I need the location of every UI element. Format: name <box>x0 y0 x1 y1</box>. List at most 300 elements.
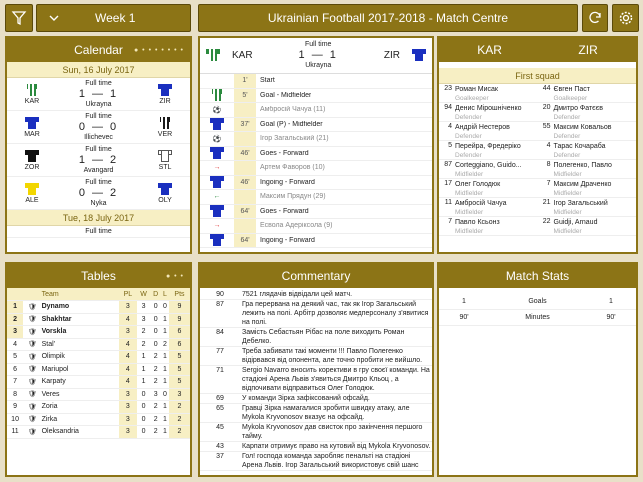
table-wins: 0 <box>137 413 151 426</box>
match-row[interactable] <box>7 144 190 177</box>
player-name: Максим Драченко <box>553 181 612 188</box>
match-info <box>51 79 146 110</box>
table-points: 2 <box>169 426 190 439</box>
home-player[interactable] <box>439 160 538 178</box>
kar-jersey-icon <box>206 48 220 62</box>
match-status: Full time <box>85 227 112 235</box>
lineup-header <box>439 38 636 62</box>
table-draws: 3 <box>150 388 160 401</box>
table-points: 2 <box>169 413 190 426</box>
table-wins: 2 <box>137 326 151 339</box>
away-player[interactable] <box>538 160 637 178</box>
player-position: Goalkeeper <box>455 95 489 102</box>
event-minute: 46' <box>234 176 256 190</box>
mar-jersey-icon <box>25 116 39 130</box>
table-losses: 1 <box>161 426 169 439</box>
event-minute: 46' <box>234 147 256 161</box>
commentary-text: 7521 глядачів відвідали цей матч. <box>242 291 353 298</box>
away-player[interactable] <box>538 103 637 121</box>
table-played: 4 <box>119 351 137 364</box>
player-row <box>439 217 636 236</box>
match-info <box>51 178 146 209</box>
away-player[interactable] <box>538 217 637 235</box>
event-icon-cell <box>200 88 234 103</box>
table-row[interactable] <box>7 426 190 439</box>
team-badge-icon: 🛡 <box>23 388 41 401</box>
table-header: W <box>137 288 151 301</box>
match-status: Full time <box>85 112 112 120</box>
gear-icon <box>618 10 634 26</box>
page-title-bar <box>198 4 578 32</box>
table-position: 3 <box>7 326 23 339</box>
match-venue: Ukrayna <box>85 100 112 108</box>
table-played: 4 <box>119 313 137 326</box>
away-player[interactable] <box>538 141 637 159</box>
player-position: Defender <box>455 133 482 140</box>
player-name: Роман Мисак <box>455 86 498 93</box>
player-name: Андрій Нестеров <box>455 124 510 131</box>
table-losses: 0 <box>161 388 169 401</box>
commentary-text: Гол! господа команда заробляє пенальті на стадіоні Арена Львів. Ігор Загальський використовує свій шанс <box>242 453 419 469</box>
table-team: Zoria <box>42 401 119 414</box>
table-position: 5 <box>7 351 23 364</box>
calendar-panel <box>5 36 192 254</box>
match-panel <box>198 36 434 254</box>
table-wins: 1 <box>137 363 151 376</box>
event-icon-cell <box>200 175 234 190</box>
home-team-code: MAR <box>24 131 40 138</box>
player-number: 22 <box>542 218 551 225</box>
table-position: 6 <box>7 363 23 376</box>
table-team: Veres <box>42 388 119 401</box>
match-score: 1 — 1 <box>298 49 338 61</box>
table-row[interactable] <box>7 413 190 426</box>
home-player[interactable] <box>439 198 538 216</box>
event-row[interactable] <box>200 147 432 162</box>
table-row[interactable] <box>7 326 190 339</box>
player-position: Defender <box>553 133 581 140</box>
table-row[interactable] <box>7 388 190 401</box>
event-row[interactable] <box>200 89 432 104</box>
commentary-text: Гра перервана на деякий час, так як Ігор Загальський лежить на полі. Арбітр дозволяє медперсоналу з'явитися на полі. <box>242 301 429 326</box>
table-points: 5 <box>169 351 190 364</box>
home-team <box>13 182 51 204</box>
table-wins: 1 <box>137 376 151 389</box>
match-venue: Avangard <box>83 166 114 174</box>
calendar-title: Calendar <box>74 43 123 57</box>
player-name: Guidji, Arnaud <box>553 219 598 226</box>
table-row[interactable] <box>7 376 190 389</box>
player-number: 94 <box>444 104 452 111</box>
home-team-code: ALE <box>25 197 39 204</box>
table-points: 6 <box>169 338 190 351</box>
event-icon-cell <box>200 204 234 219</box>
event-minute-spacer <box>234 190 256 204</box>
player-name: Олег Голодюк <box>455 181 501 188</box>
table-draws: 2 <box>150 413 160 426</box>
event-row[interactable] <box>200 205 432 220</box>
match-status: Full time <box>85 178 112 186</box>
table-points: 9 <box>169 313 190 326</box>
zir-jersey-icon <box>210 233 224 247</box>
table-points: 6 <box>169 326 190 339</box>
event-minute: 64' <box>234 234 256 248</box>
table-losses: 1 <box>161 413 169 426</box>
player-number: 7 <box>448 218 452 225</box>
stat-row <box>439 310 636 326</box>
table-row[interactable] <box>7 351 190 364</box>
arrow-out-icon: → <box>213 222 221 230</box>
commentary-item <box>200 300 432 328</box>
table-losses: 1 <box>161 376 169 389</box>
table-header <box>7 288 23 301</box>
home-player[interactable] <box>439 141 538 159</box>
refresh-button[interactable] <box>582 4 608 32</box>
table-position: 4 <box>7 338 23 351</box>
table-team: Mariupol <box>42 363 119 376</box>
away-team-code: OLY <box>158 197 172 204</box>
table-points: 5 <box>169 376 190 389</box>
event-text: Ingoing - Forward <box>260 178 315 186</box>
refresh-icon <box>587 10 603 26</box>
calendar-header <box>7 38 190 62</box>
table-losses: 2 <box>161 338 169 351</box>
table-played: 4 <box>119 376 137 389</box>
player-name: Денис Мірошніченко <box>455 105 522 112</box>
lineup-home-team: KAR <box>477 43 502 57</box>
table-losses: 0 <box>161 301 169 314</box>
player-number: 4 <box>546 142 551 149</box>
commentary-item <box>200 452 432 471</box>
player-name: Максим Ковальов <box>553 124 612 131</box>
commentary-header <box>200 264 432 288</box>
table-header: L <box>161 288 169 301</box>
commentary-item <box>200 290 432 300</box>
player-position: Midfielder <box>455 190 484 197</box>
table-header: PL <box>119 288 137 301</box>
match-info <box>51 112 146 143</box>
table-team: Dynamo <box>42 301 119 314</box>
table-team: Stal' <box>42 338 119 351</box>
player-number: 21 <box>542 199 551 206</box>
event-detail-row <box>200 132 432 147</box>
table-draws: 0 <box>150 313 160 326</box>
player-position: Midfielder <box>553 190 582 197</box>
table-wins: 0 <box>137 401 151 414</box>
table-wins: 3 <box>137 313 151 326</box>
player-number: 8 <box>546 161 551 168</box>
commentary-minute: 43 <box>216 443 224 450</box>
commentary-minute: 69 <box>216 395 224 402</box>
table-team: Olimpik <box>42 351 119 364</box>
zir-jersey-icon <box>158 83 172 97</box>
event-row[interactable] <box>200 176 432 191</box>
date-header: Sun, 16 July 2017 <box>7 62 190 78</box>
table-header <box>23 288 41 301</box>
event-minute: 64' <box>234 205 256 219</box>
event-detail-row <box>200 161 432 176</box>
stl-jersey-icon <box>158 149 172 163</box>
match-venue: Illichevec <box>84 133 113 141</box>
home-player[interactable] <box>439 122 538 140</box>
commentary-minute: 90 <box>216 291 224 298</box>
player-name: Перейра, Фредеріко <box>455 143 521 150</box>
away-team <box>146 83 184 105</box>
player-position: Defender <box>553 152 581 159</box>
stats-header <box>439 264 636 288</box>
table-draws: 2 <box>150 376 160 389</box>
stats-panel <box>437 262 638 477</box>
event-text: Start <box>260 77 275 85</box>
commentary-title: Commentary <box>281 269 351 283</box>
stat-home: 1 <box>462 298 466 305</box>
home-team <box>13 83 51 105</box>
match-status: Full time <box>85 79 112 87</box>
player-number: 44 <box>542 85 551 92</box>
table-team: Karpaty <box>42 376 119 389</box>
table-wins: 0 <box>137 388 151 401</box>
table-draws: 0 <box>150 301 160 314</box>
player-number: 5 <box>448 142 452 149</box>
zor-jersey-icon <box>25 149 39 163</box>
event-row[interactable] <box>200 118 432 133</box>
oly-jersey-icon <box>158 182 172 196</box>
table-played: 3 <box>119 301 137 314</box>
away-player[interactable] <box>538 198 637 216</box>
table-position: 11 <box>7 426 23 439</box>
commentary-minute: 77 <box>216 348 224 355</box>
home-player[interactable] <box>439 103 538 121</box>
ball-icon: ⚽ <box>212 135 222 143</box>
table-draws: 2 <box>150 351 160 364</box>
squad-section: First squad <box>439 68 636 84</box>
table-losses: 1 <box>161 313 169 326</box>
player-position: Goalkeeper <box>553 95 588 102</box>
match-venue: Nyka <box>90 199 107 207</box>
page-dots: ● • • • • • • • <box>134 47 184 54</box>
player-name: Полегенко, Павло <box>553 162 612 169</box>
commentary-text: Треба забивати такі моменти !!! Павло Полегенко відірвався від опонента, але точно пробити не вийшло. <box>242 348 423 364</box>
team-badge-icon: 🛡 <box>23 313 41 326</box>
player-row <box>439 160 636 179</box>
player-name: Дмитро Фатєєв <box>553 105 604 112</box>
table-team: Shakhtar <box>42 313 119 326</box>
stat-away: 1 <box>609 298 613 305</box>
player-number: 11 <box>444 199 452 206</box>
match-row[interactable] <box>7 111 190 144</box>
zir-jersey-icon <box>210 117 224 131</box>
match-row[interactable] <box>7 78 190 111</box>
table-played: 4 <box>119 338 137 351</box>
player-position: Midfielder <box>553 209 582 216</box>
filter-icon <box>11 10 27 26</box>
event-icon-cell <box>200 146 234 161</box>
match-score: 0 — 0 <box>78 120 119 133</box>
player-number: 4 <box>448 123 452 130</box>
commentary-text: Карпати отримує право на кутовий від Mykola Kryvonosov. <box>242 443 431 450</box>
match-info <box>51 145 146 176</box>
match-status: Full time <box>85 145 112 153</box>
match-header <box>200 38 432 74</box>
team-badge-icon: 🛡 <box>23 413 41 426</box>
table-position: 1 <box>7 301 23 314</box>
table-draws: 2 <box>150 401 160 414</box>
player-row <box>439 198 636 217</box>
event-icon-cell <box>200 233 234 248</box>
away-player[interactable] <box>538 84 637 102</box>
event-minute: 5' <box>234 89 256 103</box>
match-score: 1 — 1 <box>78 87 119 100</box>
match-row[interactable] <box>7 226 190 238</box>
player-number: 87 <box>444 161 452 168</box>
table-played: 4 <box>119 363 137 376</box>
page-title: Ukrainian Football 2017-2018 - Match Centre <box>267 11 509 25</box>
commentary-minute: 87 <box>216 301 224 308</box>
team-badge-icon: 🛡 <box>23 301 41 314</box>
player-row <box>439 122 636 141</box>
away-player[interactable] <box>538 122 637 140</box>
kar-jersey-icon <box>25 83 39 97</box>
player-position: Defender <box>553 114 581 121</box>
zir-jersey-icon <box>210 146 224 160</box>
table-draws: 2 <box>150 363 160 376</box>
player-name: Євген Паст <box>553 86 590 93</box>
tables-panel <box>5 262 192 477</box>
tables-header <box>7 264 190 288</box>
table-header: Pts <box>169 288 190 301</box>
table-row[interactable] <box>7 301 190 314</box>
table-draws: 0 <box>150 338 160 351</box>
table-row[interactable] <box>7 338 190 351</box>
commentary-item <box>200 394 432 404</box>
event-player: Есвола Адеріксола (9) <box>260 222 333 230</box>
commentary-item <box>200 442 432 452</box>
away-team-code: ZIR <box>159 98 171 105</box>
home-team <box>13 116 51 138</box>
commentary-item <box>200 423 432 442</box>
event-row[interactable] <box>200 234 432 249</box>
table-draws: 0 <box>150 326 160 339</box>
away-player[interactable] <box>538 179 637 197</box>
event-player: Артем Фаворов (10) <box>260 164 325 172</box>
player-position: Midfielder <box>455 228 484 235</box>
week-label: Week 1 <box>95 11 136 25</box>
table-position: 2 <box>7 313 23 326</box>
match-score-box <box>253 40 384 71</box>
player-name: Амбросій Чачуа <box>455 200 507 207</box>
event-detail-row <box>200 219 432 234</box>
table-played: 3 <box>119 413 137 426</box>
table-losses: 1 <box>161 326 169 339</box>
table-row[interactable] <box>7 401 190 414</box>
event-icon-cell <box>200 164 234 171</box>
match-status: Full time <box>305 41 332 48</box>
commentary-text: Гравці Зірка намагалися зробити швидку атаку, але Mykola Kryvonosov вказує на офсайд. <box>242 405 410 421</box>
away-team: ZIR <box>383 50 400 61</box>
table-losses: 1 <box>161 363 169 376</box>
team-badge-icon: 🛡 <box>23 351 41 364</box>
settings-button[interactable] <box>612 4 639 32</box>
commentary-text: У команди Зірка зафіксований офсайд. <box>242 395 370 402</box>
tables-title: Tables <box>81 269 116 283</box>
stat-row <box>439 294 636 310</box>
arrow-in-icon: ← <box>213 193 221 201</box>
table-position: 8 <box>7 388 23 401</box>
event-minute-spacer <box>234 132 256 146</box>
event-icon-cell <box>200 193 234 200</box>
table-row[interactable] <box>7 313 190 326</box>
player-row <box>439 103 636 122</box>
table-played: 3 <box>119 388 137 401</box>
commentary-text: Mykola Kryvonosov дав свисток про закінчення першого тайму. <box>242 424 423 440</box>
table-points: 5 <box>169 363 190 376</box>
stat-label: Goals <box>528 298 547 305</box>
player-name: Павло Ксьонз <box>455 219 500 226</box>
stats-title: Match Stats <box>505 269 570 283</box>
table-wins: 3 <box>137 301 151 314</box>
kar-jersey-icon <box>210 88 224 102</box>
commentary-text: Sergio Navarro вносить корективи в гру своєї команди. На стадіоні Арена Львів з'явиться Дмитро Кльоц , а відпочивати відправиться Олег Голодюк. <box>242 367 430 392</box>
table-wins: 0 <box>137 426 151 439</box>
arrow-out-icon: → <box>213 164 221 172</box>
stat-home: 90' <box>459 314 469 321</box>
table-row[interactable] <box>7 363 190 376</box>
week-selector[interactable] <box>36 4 191 32</box>
event-icon-cell <box>200 222 234 229</box>
home-player[interactable] <box>439 179 538 197</box>
team-badge-icon: 🛡 <box>23 363 41 376</box>
event-minute-spacer <box>234 219 256 233</box>
match-score: 0 — 2 <box>78 186 119 199</box>
event-row[interactable] <box>200 74 432 89</box>
player-number: 23 <box>444 85 452 92</box>
home-player[interactable] <box>439 84 538 102</box>
table-header: Team <box>42 288 119 301</box>
table-points: 2 <box>169 401 190 414</box>
player-row <box>439 179 636 198</box>
table-losses: 1 <box>161 401 169 414</box>
player-position: Midfielder <box>553 228 582 235</box>
date-header: Tue, 18 July 2017 <box>7 210 190 226</box>
player-number: 7 <box>546 180 551 187</box>
away-team-code: VER <box>157 131 173 138</box>
commentary-item <box>200 347 432 366</box>
commentary-text: Замість Себастьян Рібас на поле виходить Роман Дебелко. <box>242 329 405 345</box>
commentary-minute: 71 <box>216 367 224 374</box>
player-position: Defender <box>455 114 482 121</box>
commentary-item <box>200 328 432 347</box>
table-points: 9 <box>169 301 190 314</box>
event-icon-cell <box>200 117 234 132</box>
table-played: 3 <box>119 326 137 339</box>
zir-jersey-icon <box>412 48 426 62</box>
team-badge-icon: 🛡 <box>23 376 41 389</box>
zir-jersey-icon <box>210 175 224 189</box>
stat-label: Minutes <box>525 314 550 321</box>
commentary-minute: 65 <box>216 405 224 412</box>
player-number: 55 <box>542 123 551 130</box>
event-minute: 37' <box>234 118 256 132</box>
event-minute-spacer <box>234 103 256 117</box>
event-text: Goes - Forward <box>260 149 309 157</box>
player-position: Midfielder <box>455 209 484 216</box>
filter-button[interactable] <box>5 4 33 32</box>
team-badge-icon: 🛡 <box>23 401 41 414</box>
home-player[interactable] <box>439 217 538 235</box>
player-position: Midfielder <box>455 171 484 178</box>
table-draws: 2 <box>150 426 160 439</box>
match-row[interactable] <box>7 177 190 210</box>
